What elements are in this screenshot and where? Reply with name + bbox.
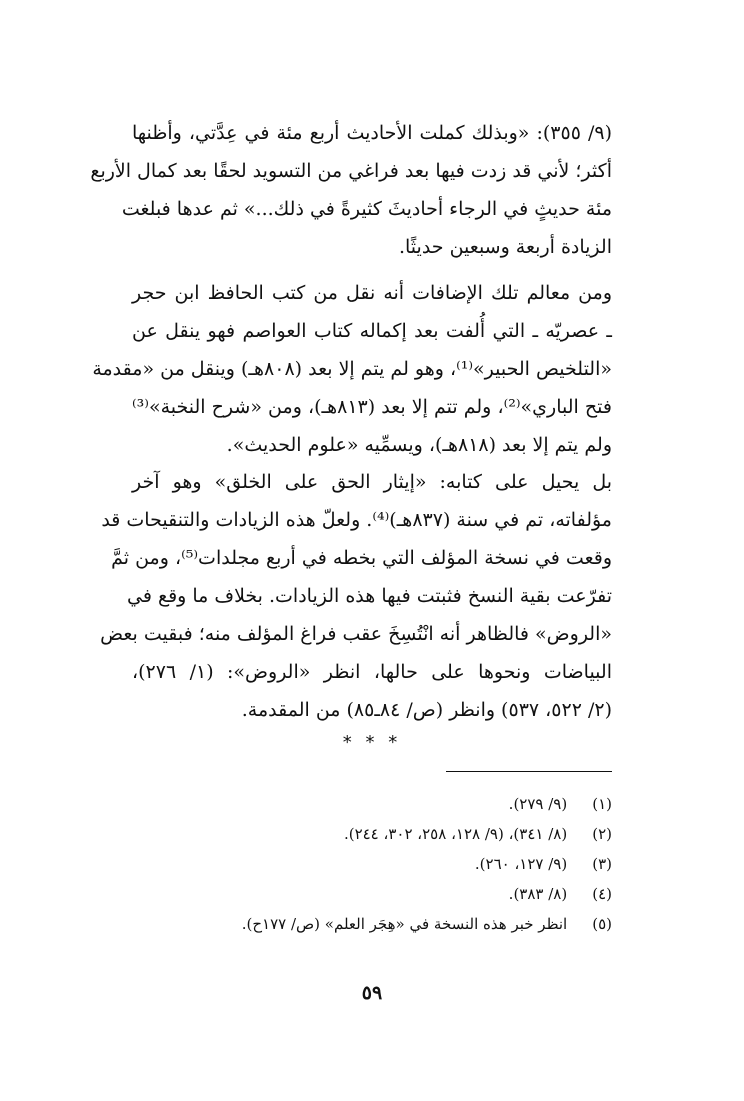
section-separator: * * * [342,732,402,753]
footnote-item [132,879,612,909]
text-line: بل يحيل على كتابه: «إيثار الحق على الخلق» وهو آخر [132,471,612,493]
footnote-text: (٨/ ٣٨٣). [508,885,568,903]
text-line: (٩/ ٣٥٥): «وبذلك كملت الأحاديث أربع مئة في عِدَّتي، وأظنها [132,122,612,144]
text-line: فتح الباري»⁽²⁾، ولم تتم إلا بعد (٨١٣هـ)، ومن «شرح النخبة»⁽³⁾ [132,396,612,418]
text-line: ـ عصريّه ـ التي أُلفت بعد إكماله كتاب العواصم فهو ينقل عن [132,320,612,342]
footnote-item [132,849,612,879]
page-number: ٥٩ [361,982,383,1004]
footnotes [132,789,612,939]
text-line: «التلخيص الحبير»⁽¹⁾، وهو لم يتم إلا بعد (٨٠٨هـ) وينقل من «مقدمة [92,358,612,380]
text-line: الزيادة أربعة وسبعين حديثًا. [398,236,612,258]
paragraph-2 [92,274,612,464]
footnote-number: (٣) [592,855,612,873]
footnote-number: (٢) [592,825,612,843]
footnote-rule [446,771,612,772]
text-line: وقعت في نسخة المؤلف التي بخطه في أربع مجلدات⁽⁵⁾، ومن ثمَّ [111,547,612,569]
text-line: تفرّعت بقية النسخ فثبتت فيها هذه الزيادات. بخلاف ما وقع في [127,585,612,607]
paragraph-3 [100,463,612,729]
footnote-number: (١) [592,795,612,813]
text-line: أكثر؛ لأني قد زدت فيها بعد فراغي من التسويد لحقًا بعد كمال الأربع [90,160,612,182]
footnote-number: (٤) [592,885,612,903]
footnote-item [132,789,612,819]
footnote-text: (٩/ ٢٧٩). [508,795,568,813]
footnote-text: (٩/ ١٢٧، ٢٦٠). [474,855,568,873]
text-line: ومن معالم تلك الإضافات أنه نقل من كتب الحافظ ابن حجر [132,282,612,304]
text-line: مؤلفاته، تم في سنة (٨٣٧هـ)⁽⁴⁾. ولعلّ هذه الزيادات والتنقيحات قد [101,509,612,531]
text-line: (٢/ ٥٢٢، ٥٣٧) وانظر (ص/ ٨٤ـ٨٥) من المقدمة. [241,699,612,721]
text-line: مئة حديثٍ في الرجاء أحاديثَ كثيرةً في ذلك...» ثم عدها فبلغت [121,198,612,220]
text-line: «الروض» فالظاهر أنه انْتُسِخَ عقب فراغ المؤلف منه؛ فبقيت بعض [100,623,612,645]
footnote-number: (٥) [592,915,612,933]
text-line: البياضات ونحوها على حالها، انظر «الروض»: (١/ ٢٧٦)، [132,661,612,683]
footnote-text: انظر خبر هذه النسخة في «هِجَر العلم» (ص/ ١٧٧ح). [241,915,568,933]
text-line: ولم يتم إلا بعد (٨١٨هـ)، ويسمِّيه «علوم الحديث». [226,434,612,456]
footnote-text: (٨/ ٣٤١)، (٩/ ١٢٨، ٢٥٨، ٣٠٢، ٢٤٤). [343,825,568,843]
footnote-item [132,909,612,939]
footnote-item [132,819,612,849]
paragraph-1 [90,114,612,266]
